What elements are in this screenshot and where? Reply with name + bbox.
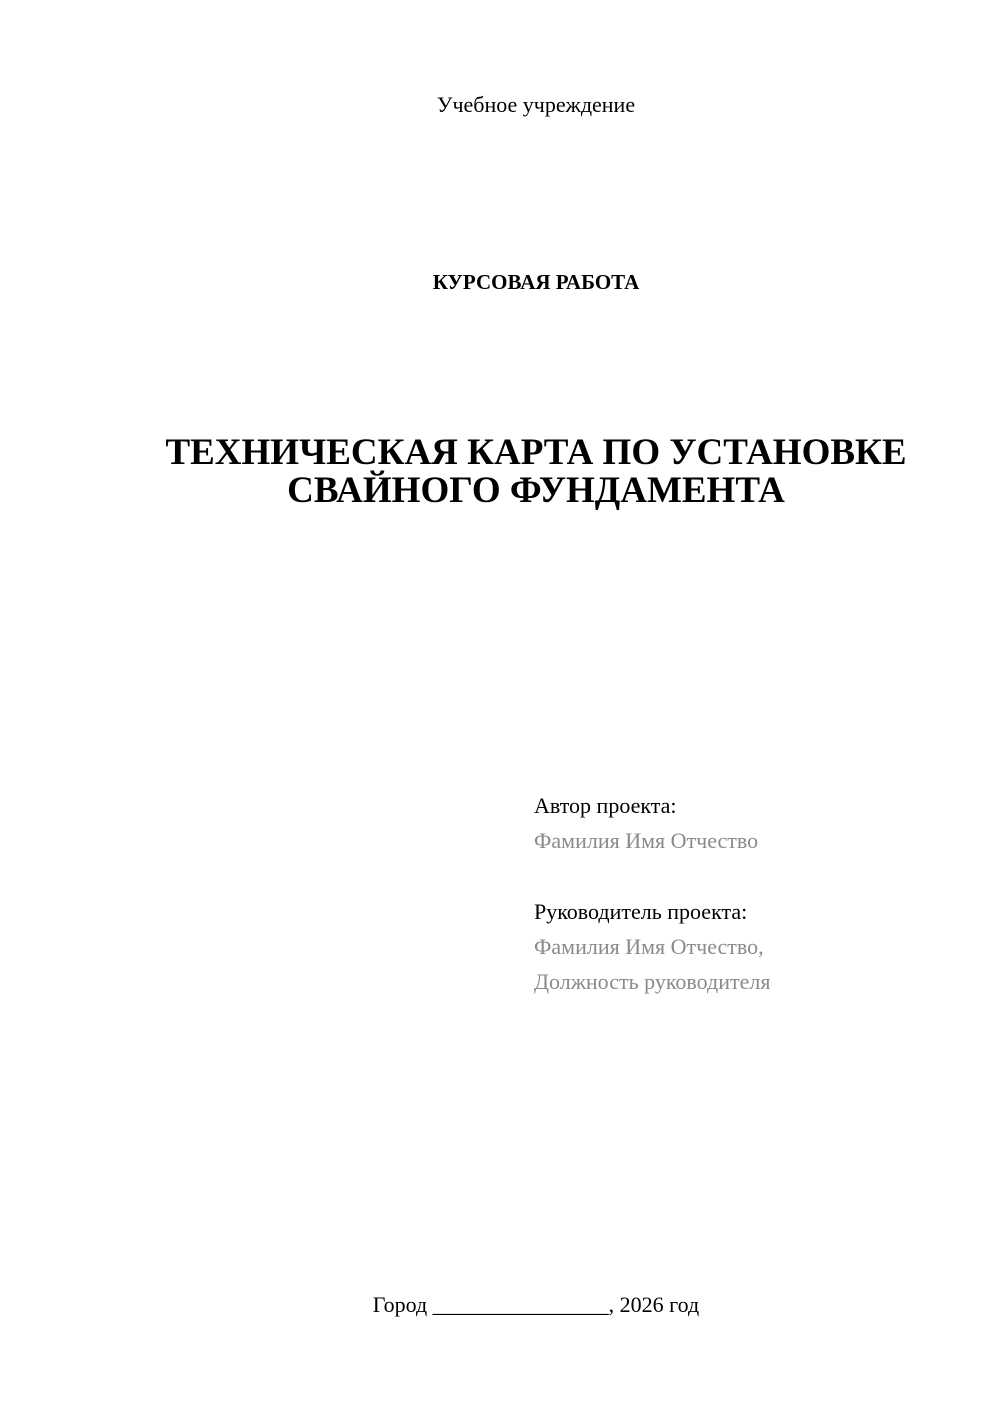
author-name: Фамилия Имя Отчество <box>534 828 759 853</box>
document-title <box>0 434 1000 510</box>
city-year-line: Город ________________, 2026 год <box>372 1292 700 1317</box>
work-type-heading: КУРСОВАЯ РАБОТА <box>432 270 640 294</box>
info-spacer <box>534 858 974 894</box>
document-title-line-1: ТЕХНИЧЕСКАЯ КАРТА ПО УСТАНОВКЕ <box>165 432 907 473</box>
project-info-block <box>534 788 974 999</box>
author-label: Автор проекта: <box>534 793 677 818</box>
document-title-line-2: СВАЙНОГО ФУНДАМЕНТА <box>287 470 785 511</box>
supervisor-name: Фамилия Имя Отчество, <box>534 934 764 959</box>
institution-name: Учебное учреждение <box>436 92 636 117</box>
supervisor-position: Должность руководителя <box>534 969 771 994</box>
supervisor-label: Руководитель проекта: <box>534 899 748 924</box>
